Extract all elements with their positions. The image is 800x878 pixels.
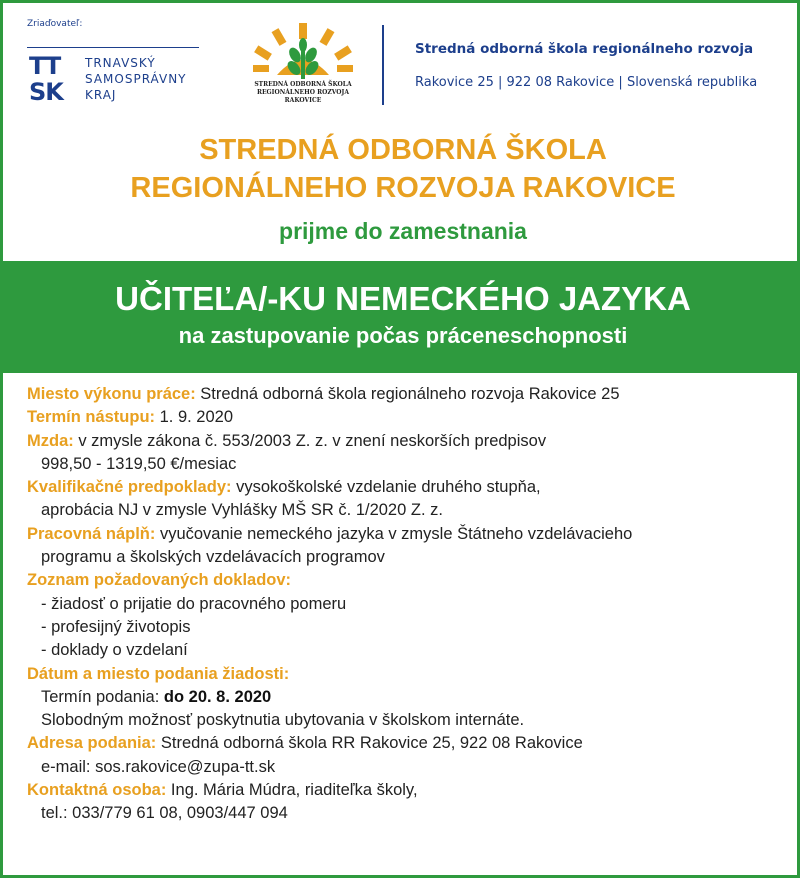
deadline-date: do 20. 8. 2020 <box>163 687 272 706</box>
detail-duties <box>27 523 787 546</box>
value: Ing. Mária Múdra, riaditeľka školy, <box>166 781 418 800</box>
founder-label: Zriaďovateľ: <box>27 19 83 29</box>
accommodation-note: Slobodným možnosť poskytnutia ubytovania v školskom internáte. <box>41 711 525 730</box>
detail-contact <box>27 779 787 802</box>
header-divider <box>382 25 384 105</box>
detail-address <box>27 732 787 755</box>
logo-text-top: TT <box>29 52 61 80</box>
school-logo-caption <box>247 81 359 105</box>
value: Stredná odborná škola regionálneho rozvoja Rakovice 25 <box>195 385 620 403</box>
value: Stredná odborná škola RR Rakovice 25, 922 08 Rakovice <box>156 734 583 753</box>
founder-name-line: KRAJ <box>85 88 117 102</box>
value: v zmysle zákona č. 553/2003 Z. z. v znení neskorších predpisov <box>73 431 547 450</box>
label: Kvalifikačné predpoklady: <box>27 478 232 497</box>
position-note: na zastupovanie počas práceneschopnosti <box>178 323 628 348</box>
value: vysokoškolské vzdelanie druhého stupňa, <box>231 478 541 497</box>
deadline-prefix: Termín podania: <box>41 687 164 706</box>
school-logo <box>247 21 359 113</box>
label: Kontaktná osoba: <box>27 781 167 800</box>
caption-line: RAKOVICE <box>284 97 322 104</box>
detail-salary <box>27 430 787 453</box>
qualification-cont: aprobácia NJ v zmysle Vyhlášky MŠ SR č. 1/2020 Z. z. <box>41 501 443 520</box>
position-banner <box>3 261 800 373</box>
page-title <box>3 131 800 207</box>
deadline-value <box>27 686 787 709</box>
school-contact <box>415 41 785 90</box>
label: Dátum a miesto podania žiadosti: <box>27 664 290 683</box>
position-title: UČITEĽA/-KU NEMECKÉHO JAZYKA <box>115 280 691 317</box>
label: Zoznam požadovaných dokladov: <box>27 571 292 590</box>
detail-deadline <box>27 663 787 686</box>
duties-cont: programu a školských vzdelávacích programov <box>41 548 385 567</box>
sunrise-leaf-icon <box>247 21 359 83</box>
title-line-2: REGIONÁLNEHO ROZVOJA RAKOVICE <box>130 172 676 204</box>
founder-name-line: TRNAVSKÝ <box>85 56 156 70</box>
label: Miesto výkonu práce: <box>27 385 196 403</box>
founder-block <box>27 19 203 106</box>
subtitle: prijme do zamestnania <box>279 218 527 244</box>
label: Pracovná náplň: <box>27 524 156 543</box>
caption-line: REGIONÁLNEHO ROZVOJA <box>257 89 349 96</box>
value: vyučovanie nemeckého jazyka v zmysle Štátneho vzdelávacieho <box>155 524 633 543</box>
salary-range: 998,50 - 1319,50 €/mesiac <box>41 454 237 473</box>
school-name: Stredná odborná škola regionálneho rozvoja <box>415 41 754 57</box>
logo-text-bottom: SK <box>29 78 63 106</box>
label: Adresa podania: <box>27 734 157 753</box>
list-item: - žiadosť o prijatie do pracovného pomeru <box>41 594 347 613</box>
founder-name <box>85 55 187 103</box>
ttsk-logo-icon <box>29 53 77 111</box>
list-item: - profesijný životopis <box>41 617 191 636</box>
email-line: e-mail: sos.rakovice@zupa-tt.sk <box>41 757 276 776</box>
caption-line: STREDNÁ ODBORNÁ ŠKOLA <box>254 81 352 88</box>
detail-place <box>27 383 787 406</box>
label: Mzda: <box>27 431 74 450</box>
divider <box>27 47 199 48</box>
job-details <box>27 383 787 826</box>
phone-line: tel.: 033/779 61 08, 0903/447 094 <box>41 804 288 823</box>
value: 1. 9. 2020 <box>155 408 234 427</box>
list-item: - doklady o vzdelaní <box>41 641 188 660</box>
detail-documents <box>27 569 787 592</box>
school-address: Rakovice 25 | 922 08 Rakovice | Slovenská republika <box>415 75 758 90</box>
founder-name-line: SAMOSPRÁVNY <box>85 72 187 86</box>
detail-start <box>27 406 787 429</box>
title-line-1: STREDNÁ ODBORNÁ ŠKOLA <box>199 134 607 166</box>
label: Termín nástupu: <box>27 408 156 427</box>
detail-qualification <box>27 476 787 499</box>
